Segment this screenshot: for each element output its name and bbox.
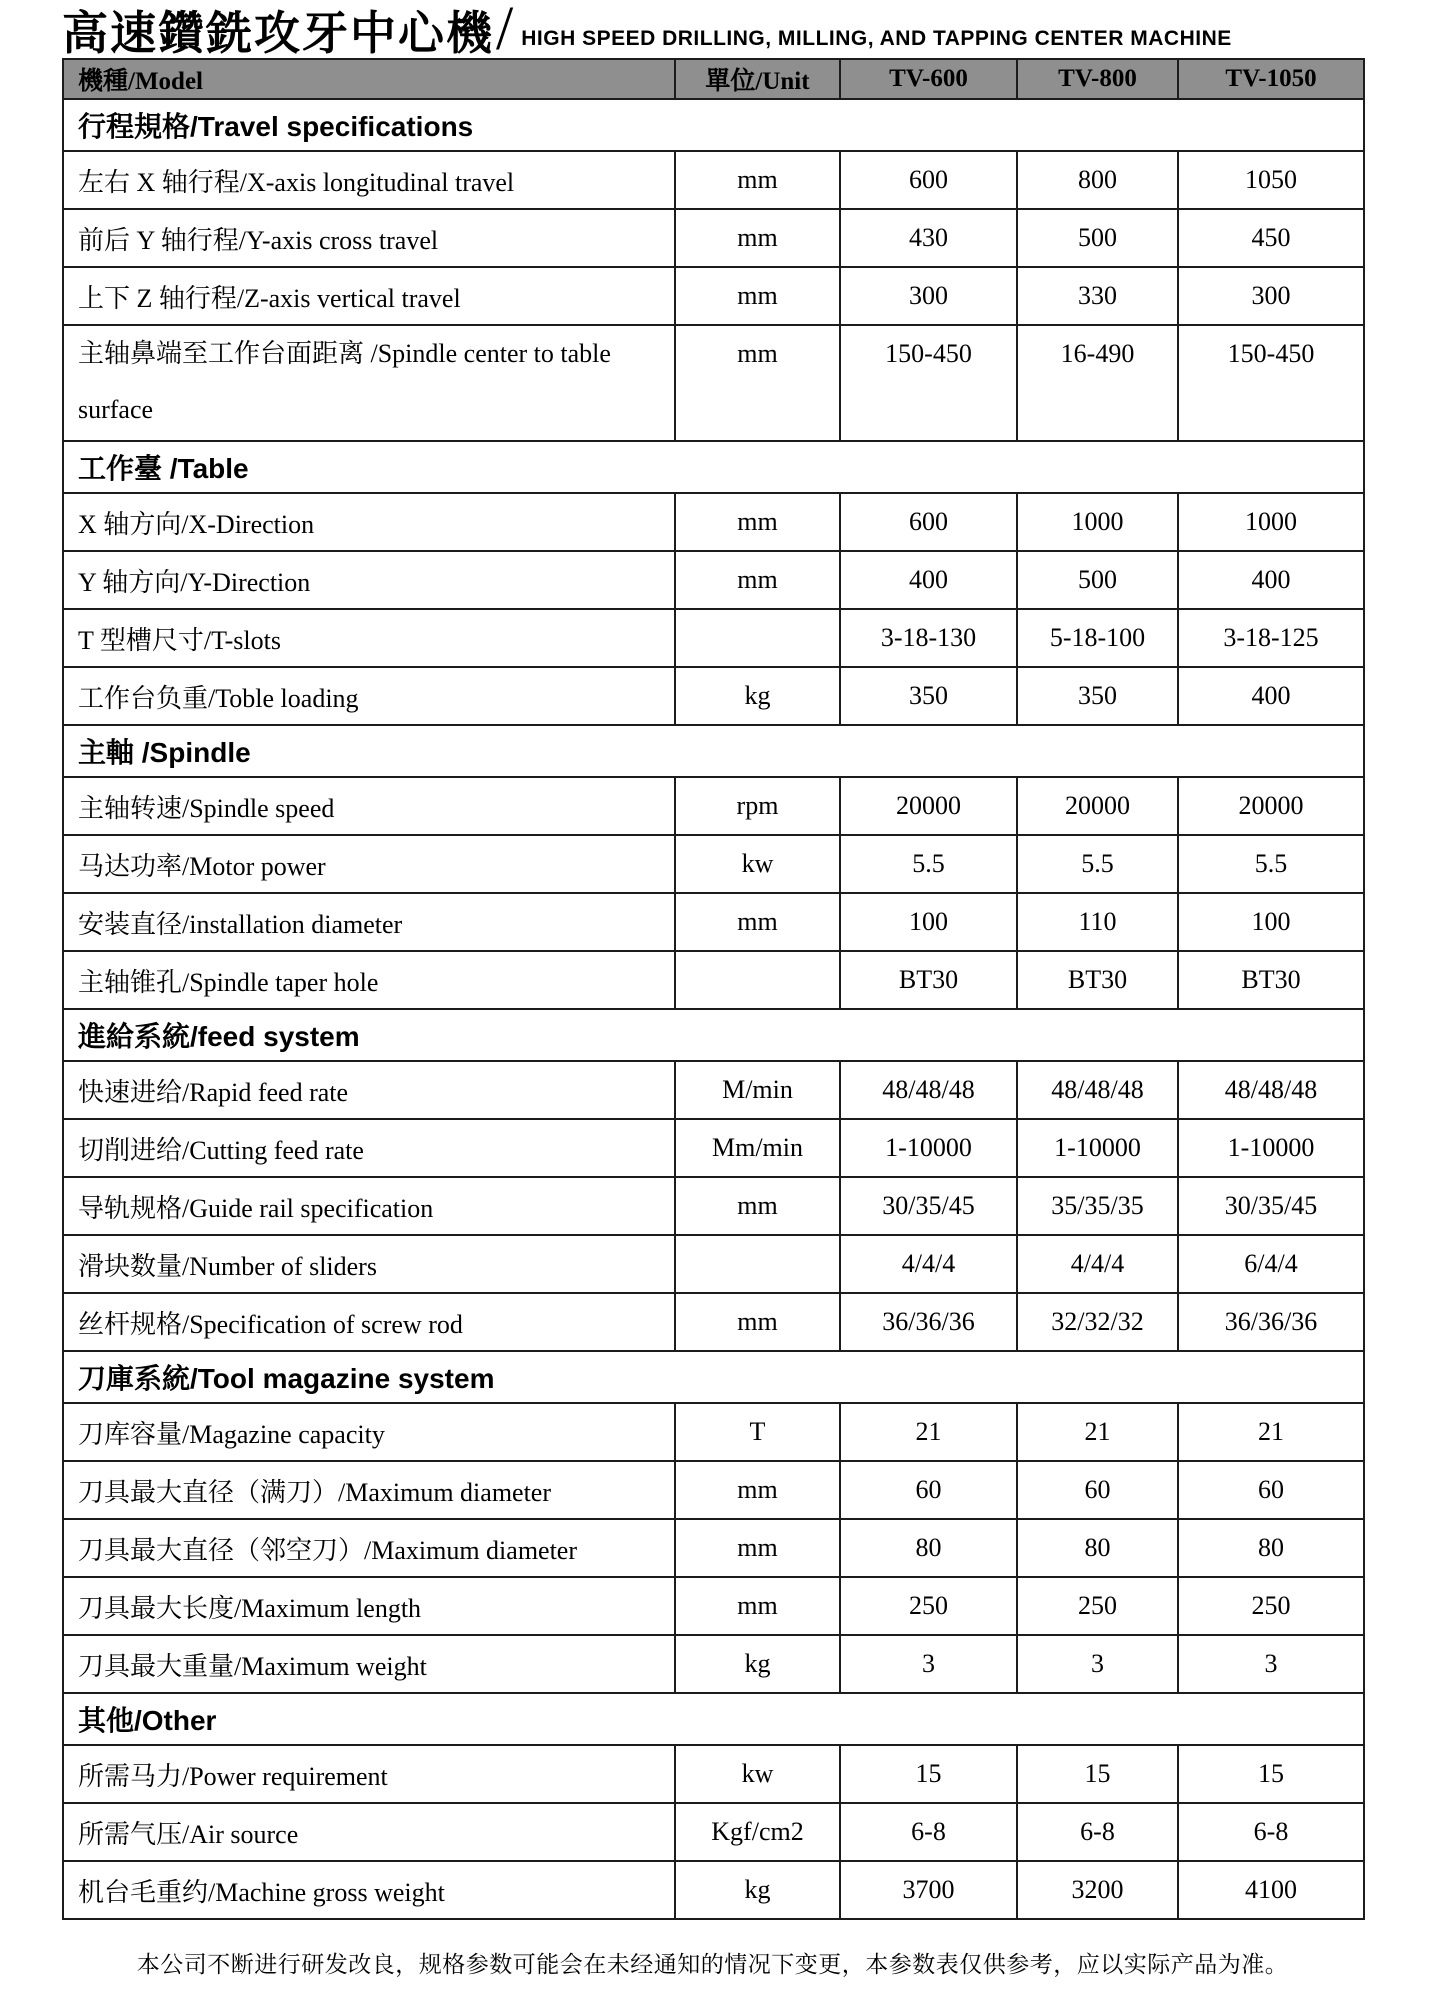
- spec-row: [63, 1293, 1364, 1351]
- footer-disclaimer: 本公司不断进行研发改良，规格参数可能会在未经通知的情况下变更，本参数表仅供参考，应以实际产品为准。: [136, 1951, 1289, 1977]
- section-title: 行程規格/Travel specifications: [63, 99, 1364, 151]
- value-cell: 60: [840, 1461, 1017, 1519]
- spec-label-cell: 主轴转速/Spindle speed: [63, 777, 675, 835]
- value-cell: 5.5: [1178, 835, 1364, 893]
- page-title-zh: 高速鑽銑攻牙中心機: [62, 7, 494, 59]
- value-cell: BT30: [1178, 951, 1364, 1009]
- value-cell: 48/48/48: [840, 1061, 1017, 1119]
- value-cell: 300: [840, 267, 1017, 325]
- spec-label-cell: 丝杆规格/Specification of screw rod: [63, 1293, 675, 1351]
- spec-label-cell: 导轨规格/Guide rail specification: [63, 1177, 675, 1235]
- model-column-header-tv600: TV-600: [840, 59, 1017, 99]
- unit-cell: Mm/min: [675, 1119, 840, 1177]
- value-cell: 800: [1017, 151, 1178, 209]
- spec-label-cell: 工作台负重/Toble loading: [63, 667, 675, 725]
- value-cell: 16-490: [1017, 325, 1178, 441]
- table-header-row: [63, 59, 1364, 99]
- value-cell: 250: [1017, 1577, 1178, 1635]
- unit-cell: kw: [675, 1745, 840, 1803]
- section-title: 刀庫系統/Tool magazine system: [63, 1351, 1364, 1403]
- spec-label-cell: 刀具最大重量/Maximum weight: [63, 1635, 675, 1693]
- spec-row: [63, 1803, 1364, 1861]
- unit-cell: mm: [675, 325, 840, 441]
- spec-row: [63, 267, 1364, 325]
- section-header-row: [63, 99, 1364, 151]
- value-cell: 6-8: [840, 1803, 1017, 1861]
- spec-row: [63, 1403, 1364, 1461]
- value-cell: BT30: [1017, 951, 1178, 1009]
- value-cell: 300: [1178, 267, 1364, 325]
- value-cell: 6/4/4: [1178, 1235, 1364, 1293]
- value-cell: 48/48/48: [1178, 1061, 1364, 1119]
- unit-cell: [675, 609, 840, 667]
- section-title: 進給系統/feed system: [63, 1009, 1364, 1061]
- value-cell: 15: [840, 1745, 1017, 1803]
- title-slash: /: [496, 0, 514, 64]
- value-cell: 48/48/48: [1017, 1061, 1178, 1119]
- spec-row: [63, 893, 1364, 951]
- unit-cell: mm: [675, 151, 840, 209]
- section-title: 主軸 /Spindle: [63, 725, 1364, 777]
- spec-label-cell: 刀具最大直径（满刀）/Maximum diameter: [63, 1461, 675, 1519]
- value-cell: 330: [1017, 267, 1178, 325]
- unit-cell: Kgf/cm2: [675, 1803, 840, 1861]
- value-cell: 3: [1017, 1635, 1178, 1693]
- section-header-row: [63, 1693, 1364, 1745]
- value-cell: 600: [840, 151, 1017, 209]
- page-title-en: HIGH SPEED DRILLING, MILLING, AND TAPPING CENTER MACHINE: [521, 27, 1232, 50]
- spec-label-cell: 马达功率/Motor power: [63, 835, 675, 893]
- spec-label-cell: 上下 Z 轴行程/Z-axis vertical travel: [63, 267, 675, 325]
- value-cell: 80: [1178, 1519, 1364, 1577]
- spec-row: [63, 325, 1364, 441]
- value-cell: 350: [840, 667, 1017, 725]
- value-cell: 1000: [1178, 493, 1364, 551]
- spec-label-cell: 左右 X 轴行程/X-axis longitudinal travel: [63, 151, 675, 209]
- spec-label-cell: 滑块数量/Number of sliders: [63, 1235, 675, 1293]
- value-cell: 600: [840, 493, 1017, 551]
- value-cell: 60: [1017, 1461, 1178, 1519]
- page-title: [62, 0, 1450, 64]
- value-cell: 100: [1178, 893, 1364, 951]
- value-cell: 3: [840, 1635, 1017, 1693]
- value-cell: 110: [1017, 893, 1178, 951]
- spec-row: [63, 1061, 1364, 1119]
- value-cell: 36/36/36: [1178, 1293, 1364, 1351]
- value-cell: 3: [1178, 1635, 1364, 1693]
- section-header-row: [63, 1351, 1364, 1403]
- value-cell: 3-18-130: [840, 609, 1017, 667]
- spec-label-cell: Y 轴方向/Y-Direction: [63, 551, 675, 609]
- value-cell: 1-10000: [840, 1119, 1017, 1177]
- value-cell: 6-8: [1178, 1803, 1364, 1861]
- model-column-header-tv800: TV-800: [1017, 59, 1178, 99]
- value-cell: 80: [1017, 1519, 1178, 1577]
- value-cell: 250: [1178, 1577, 1364, 1635]
- unit-cell: mm: [675, 1293, 840, 1351]
- unit-cell: mm: [675, 1577, 840, 1635]
- unit-cell: [675, 951, 840, 1009]
- unit-cell: mm: [675, 1519, 840, 1577]
- spec-label-cell: X 轴方向/X-Direction: [63, 493, 675, 551]
- unit-cell: mm: [675, 267, 840, 325]
- spec-row: [63, 951, 1364, 1009]
- value-cell: 150-450: [1178, 325, 1364, 441]
- spec-row: [63, 777, 1364, 835]
- model-header-cell: 機種/Model: [63, 59, 675, 99]
- value-cell: 3200: [1017, 1861, 1178, 1919]
- spec-table: [62, 58, 1365, 1920]
- spec-label-cell: 切削进给/Cutting feed rate: [63, 1119, 675, 1177]
- spec-table-body: [63, 59, 1364, 1919]
- section-header-row: [63, 441, 1364, 493]
- value-cell: 20000: [1017, 777, 1178, 835]
- value-cell: 500: [1017, 551, 1178, 609]
- section-header-row: [63, 725, 1364, 777]
- spec-label-cell: 快速进给/Rapid feed rate: [63, 1061, 675, 1119]
- unit-cell: mm: [675, 1461, 840, 1519]
- value-cell: 4/4/4: [1017, 1235, 1178, 1293]
- value-cell: 400: [1178, 667, 1364, 725]
- value-cell: 21: [840, 1403, 1017, 1461]
- unit-cell: rpm: [675, 777, 840, 835]
- unit-cell: kg: [675, 1861, 840, 1919]
- value-cell: 35/35/35: [1017, 1177, 1178, 1235]
- value-cell: 400: [1178, 551, 1364, 609]
- unit-cell: mm: [675, 493, 840, 551]
- spec-row: [63, 1119, 1364, 1177]
- value-cell: 250: [840, 1577, 1017, 1635]
- spec-row: [63, 551, 1364, 609]
- value-cell: 36/36/36: [840, 1293, 1017, 1351]
- value-cell: 1000: [1017, 493, 1178, 551]
- unit-header-cell: 單位/Unit: [675, 59, 840, 99]
- value-cell: 60: [1178, 1461, 1364, 1519]
- spec-row: [63, 835, 1364, 893]
- value-cell: 80: [840, 1519, 1017, 1577]
- spec-row: [63, 1519, 1364, 1577]
- spec-label-cell: 安装直径/installation diameter: [63, 893, 675, 951]
- value-cell: 500: [1017, 209, 1178, 267]
- spec-label-cell: 刀具最大直径（邻空刀）/Maximum diameter: [63, 1519, 675, 1577]
- unit-cell: kg: [675, 667, 840, 725]
- unit-cell: [675, 1235, 840, 1293]
- unit-cell: mm: [675, 209, 840, 267]
- value-cell: 100: [840, 893, 1017, 951]
- value-cell: 32/32/32: [1017, 1293, 1178, 1351]
- spec-label-cell: 所需马力/Power requirement: [63, 1745, 675, 1803]
- spec-row: [63, 667, 1364, 725]
- spec-row: [63, 493, 1364, 551]
- spec-row: [63, 1177, 1364, 1235]
- spec-label-cell: T 型槽尺寸/T-slots: [63, 609, 675, 667]
- spec-row: [63, 1635, 1364, 1693]
- model-column-header-tv1050: TV-1050: [1178, 59, 1364, 99]
- spec-label-cell: 所需气压/Air source: [63, 1803, 675, 1861]
- value-cell: 5-18-100: [1017, 609, 1178, 667]
- spec-row: [63, 209, 1364, 267]
- value-cell: 450: [1178, 209, 1364, 267]
- section-header-row: [63, 1009, 1364, 1061]
- spec-label-cell: 机台毛重约/Machine gross weight: [63, 1861, 675, 1919]
- unit-cell: T: [675, 1403, 840, 1461]
- section-title: 其他/Other: [63, 1693, 1364, 1745]
- spec-row: [63, 1861, 1364, 1919]
- unit-cell: mm: [675, 1177, 840, 1235]
- section-title: 工作臺 /Table: [63, 441, 1364, 493]
- spec-row: [63, 1461, 1364, 1519]
- value-cell: 20000: [1178, 777, 1364, 835]
- unit-cell: kg: [675, 1635, 840, 1693]
- value-cell: 150-450: [840, 325, 1017, 441]
- value-cell: 15: [1017, 1745, 1178, 1803]
- spec-label-cell: 前后 Y 轴行程/Y-axis cross travel: [63, 209, 675, 267]
- value-cell: BT30: [840, 951, 1017, 1009]
- spec-row: [63, 1745, 1364, 1803]
- spec-label-cell: 主轴锥孔/Spindle taper hole: [63, 951, 675, 1009]
- value-cell: 430: [840, 209, 1017, 267]
- unit-cell: M/min: [675, 1061, 840, 1119]
- spec-row: [63, 1577, 1364, 1635]
- spec-row: [63, 609, 1364, 667]
- value-cell: 20000: [840, 777, 1017, 835]
- value-cell: 1-10000: [1178, 1119, 1364, 1177]
- value-cell: 4100: [1178, 1861, 1364, 1919]
- value-cell: 21: [1178, 1403, 1364, 1461]
- value-cell: 5.5: [1017, 835, 1178, 893]
- unit-cell: mm: [675, 893, 840, 951]
- spec-row: [63, 1235, 1364, 1293]
- value-cell: 4/4/4: [840, 1235, 1017, 1293]
- value-cell: 1050: [1178, 151, 1364, 209]
- value-cell: 21: [1017, 1403, 1178, 1461]
- spec-row: [63, 151, 1364, 209]
- value-cell: 5.5: [840, 835, 1017, 893]
- value-cell: 6-8: [1017, 1803, 1178, 1861]
- value-cell: 3700: [840, 1861, 1017, 1919]
- value-cell: 350: [1017, 667, 1178, 725]
- value-cell: 30/35/45: [840, 1177, 1017, 1235]
- spec-label-cell: 刀具最大长度/Maximum length: [63, 1577, 675, 1635]
- value-cell: 400: [840, 551, 1017, 609]
- unit-cell: kw: [675, 835, 840, 893]
- value-cell: 15: [1178, 1745, 1364, 1803]
- value-cell: 3-18-125: [1178, 609, 1364, 667]
- spec-label-cell: 主轴鼻端至工作台面距离 /Spindle center to table surface: [63, 325, 675, 441]
- spec-label-cell: 刀库容量/Magazine capacity: [63, 1403, 675, 1461]
- value-cell: 30/35/45: [1178, 1177, 1364, 1235]
- value-cell: 1-10000: [1017, 1119, 1178, 1177]
- unit-cell: mm: [675, 551, 840, 609]
